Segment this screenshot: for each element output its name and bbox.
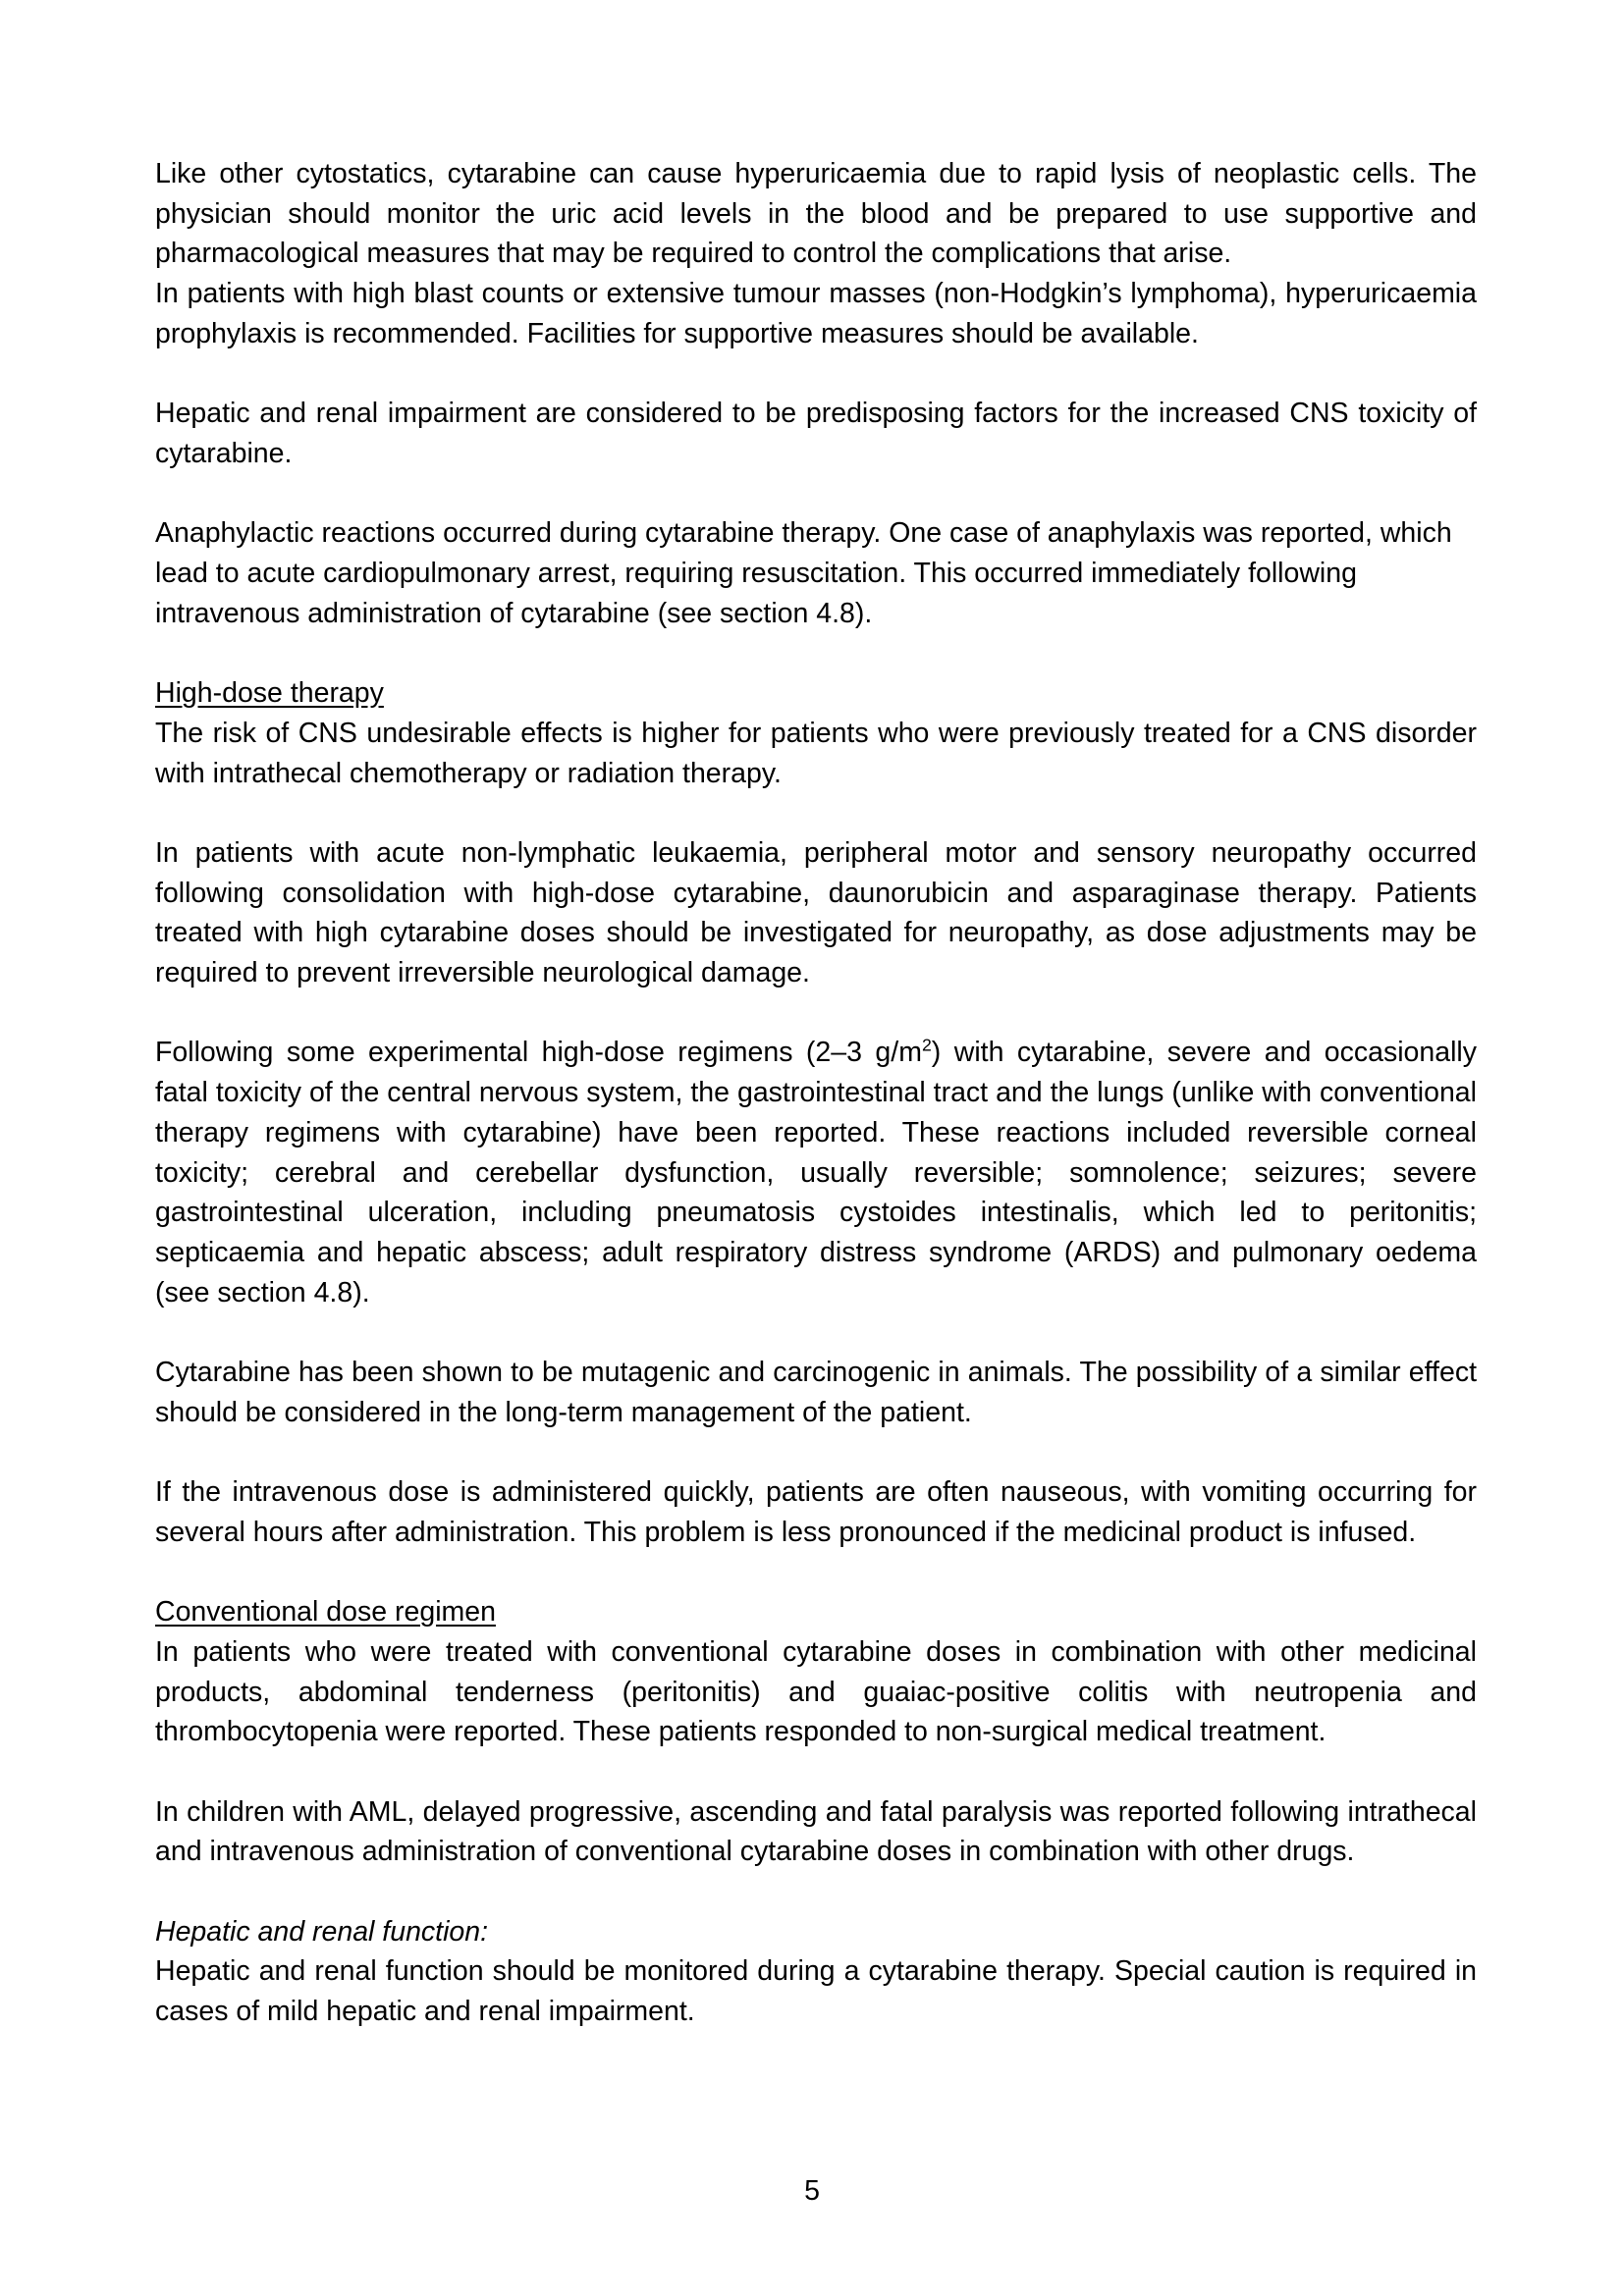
heading-high-dose-therapy: High-dose therapy	[155, 677, 384, 710]
paragraph-neuropathy: In patients with acute non-lymphatic leukaemia, peripheral motor and sensory neuropathy occurred following consolidation with high-dose cytarabine, daunorubicin and asparaginase therapy. Patients treated with high cytarabine doses should be investigated for neuropathy, as dose adjustments may be required to prevent irreversible neurological damage.	[155, 836, 1477, 988]
paragraph-children-aml: In children with AML, delayed progressive, ascending and fatal paralysis was reported following intrathecal and intravenous administration of conventional cytarabine doses in combination with other drugs.	[155, 1795, 1477, 1868]
page-number: 5	[804, 2175, 820, 2207]
section-conventional-dose	[155, 1592, 1477, 1752]
paragraph-abdominal-tenderness: In patients who were treated with conventional cytarabine doses in combination with other medicinal products, abdominal tenderness (peritonitis) and guaiac-positive colitis with neutropenia and thrombocytopenia were reported. These patients responded to non-surgical medical treatment.	[155, 1635, 1477, 1748]
paragraph-mutagenic: Cytarabine has been shown to be mutagenic and carcinogenic in animals. The possibility of a similar effect should be considered in the long-term management of the patient.	[155, 1357, 1477, 1428]
paragraph-iv-dose: If the intravenous dose is administered quickly, patients are often nauseous, with vomiting occurring for several hours after administration. This problem is less pronounced if the medicinal product is infused.	[155, 1476, 1477, 1548]
heading-hepatic-renal-function: Hepatic and renal function:	[155, 1915, 489, 1948]
paragraph-hyperuricaemia-text: Like other cytostatics, cytarabine can cause hyperuricaemia due to rapid lysis of neoplastic cells. The physician should monitor the uric acid levels in the blood and be prepared to use supportive and pharmacological measures that may be required to control the complications that arise.	[155, 158, 1477, 270]
paragraph-cns-risk: The risk of CNS undesirable effects is higher for patients who were previously treated for a CNS disorder with intrathecal chemotherapy or radiation therapy.	[155, 717, 1477, 789]
regimen-text-start: Following some experimental high-dose regimens (2–3 g/m	[155, 1037, 922, 1069]
paragraph-experimental-regimens	[155, 1033, 1477, 1312]
section-high-dose	[155, 673, 1477, 793]
paragraph-cns-toxicity: Hepatic and renal impairment are considered to be predisposing factors for the increased CNS toxicity of cytarabine.	[155, 398, 1477, 469]
paragraph-hyperuricaemia	[155, 154, 1477, 354]
superscript-2: 2	[921, 1035, 932, 1055]
section-hepatic-renal	[155, 1912, 1477, 2032]
paragraph-anaphylaxis: Anaphylactic reactions occurred during cytarabine therapy. One case of anaphylaxis was reported, which lead to acute cardiopulmonary arrest, requiring resuscitation. This occurred immediately following intravenous administration of cytarabine (see section 4.8).	[155, 517, 1452, 629]
heading-conventional-dose-regimen: Conventional dose regimen	[155, 1596, 496, 1629]
regimen-text-end: ) with cytarabine, severe and occasionally fatal toxicity of the central nervous system, the gastrointestinal tract and the lungs (unlike with conventional therapy regimens with cytarabine) have been reported. These reactions included reversible corneal toxicity; cerebral and cerebellar dysfunction, usually reversible; somnolence; seizures; severe gastrointestinal ulceration, including pneumatosis cystoides intestinalis, which led to peritonitis; septicaemia and hepatic abscess; adult respiratory distress syndrome (ARDS) and pulmonary oedema (see section 4.8).	[155, 1037, 1478, 1308]
document-body	[155, 154, 1477, 2032]
paragraph-prophylaxis-text: In patients with high blast counts or extensive tumour masses (non-Hodgkin’s lymphoma), hyperuricaemia prophylaxis is recommended. Facilities for supportive measures should be available.	[155, 278, 1477, 349]
paragraph-hepatic-monitoring: Hepatic and renal function should be monitored during a cytarabine therapy. Special caution is required in cases of mild hepatic and renal impairment.	[155, 1955, 1477, 2028]
